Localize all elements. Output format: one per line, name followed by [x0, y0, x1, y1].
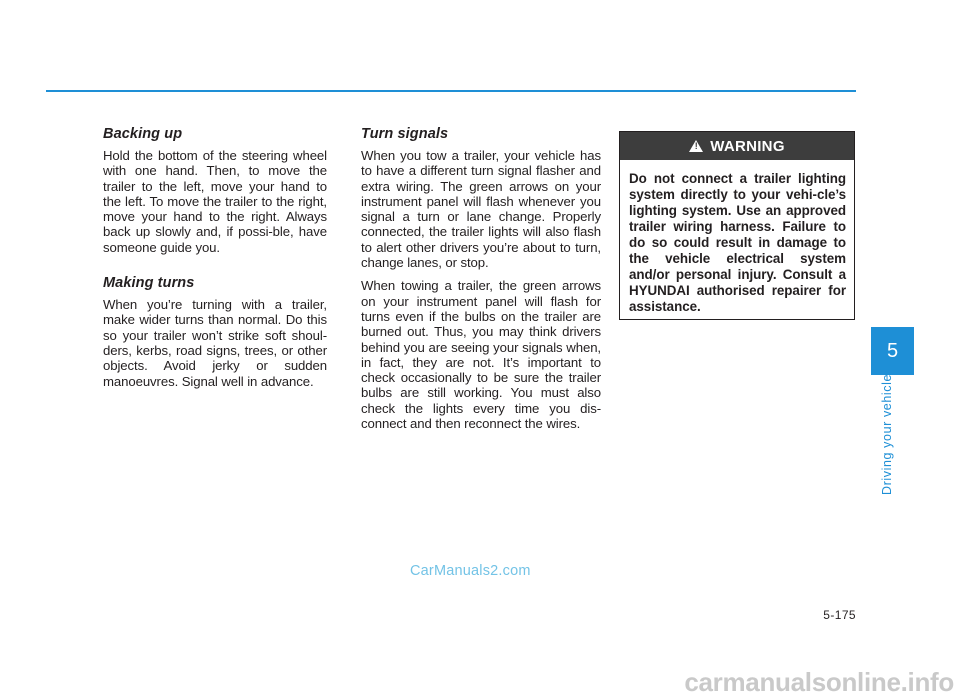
- warning-box: [619, 131, 855, 320]
- column-middle: [361, 126, 601, 439]
- heading-making-turns: Making turns: [103, 275, 195, 292]
- heading-backing-up: Backing up: [103, 126, 183, 142]
- chapter-title-text: Driving your vehicle: [880, 373, 894, 495]
- warning-triangle-icon: !: [689, 140, 703, 152]
- paragraph-making-turns: When you’re turning with a trailer, make wider turns than normal. Do this so your trailer won’t strike soft shoul-ders, kerbs, road signs, trees, or other objects. Avoid jerky or sudden manoeuvres. Signal well in advance.: [103, 297, 327, 389]
- warning-text: Do not connect a trailer lighting system directly to your vehi-cle’s lighting system. Use an approved trailer wiring harness. Failure to do so could result in damage to the vehicle electrical system and/or personal injury. Consult a HYUNDAI authorised repairer for assistance.: [629, 171, 846, 314]
- warning-title: WARNING: [710, 137, 785, 155]
- heading-turn-signals: Turn signals: [361, 126, 449, 142]
- watermark-center: CarManuals2.com: [410, 563, 531, 579]
- paragraph-turn-signals-2: When towing a trailer, the green arrows on your instrument panel will flash for turns even if the bulbs on the trailer are burned out. Thus, you may think drivers behind you are seeing your signals when, in fact, they are not. It’s important to check occasionally to be sure the trailer bulbs are still working. You must also check the lights every time you dis-connect and then reconnect the wires.: [361, 278, 601, 432]
- page-number: 5-175: [823, 608, 856, 622]
- paragraph-turn-signals-1: When you tow a trailer, your vehicle has to have a different turn signal flasher and extra wiring. The green arrows on your instrument panel will flash whenever you signal a turn or lane change. Properly connected, the trailer lights will also flash to alert other drivers you’re about to turn, change lanes, or stop.: [361, 148, 601, 271]
- chapter-number-tab: 5: [871, 327, 914, 375]
- watermark-corner: carmanualsonline.info: [684, 667, 954, 697]
- column-left: [103, 126, 327, 397]
- header-divider: [46, 90, 856, 92]
- warning-header: [620, 132, 854, 160]
- paragraph-backing-up: Hold the bottom of the steering wheel with one hand. Then, to move the trailer to the left, move your hand to the left. To move the trailer to the right, move your hand to the right. Always back up slowly and, if possi-ble, have someone guide you.: [103, 148, 327, 255]
